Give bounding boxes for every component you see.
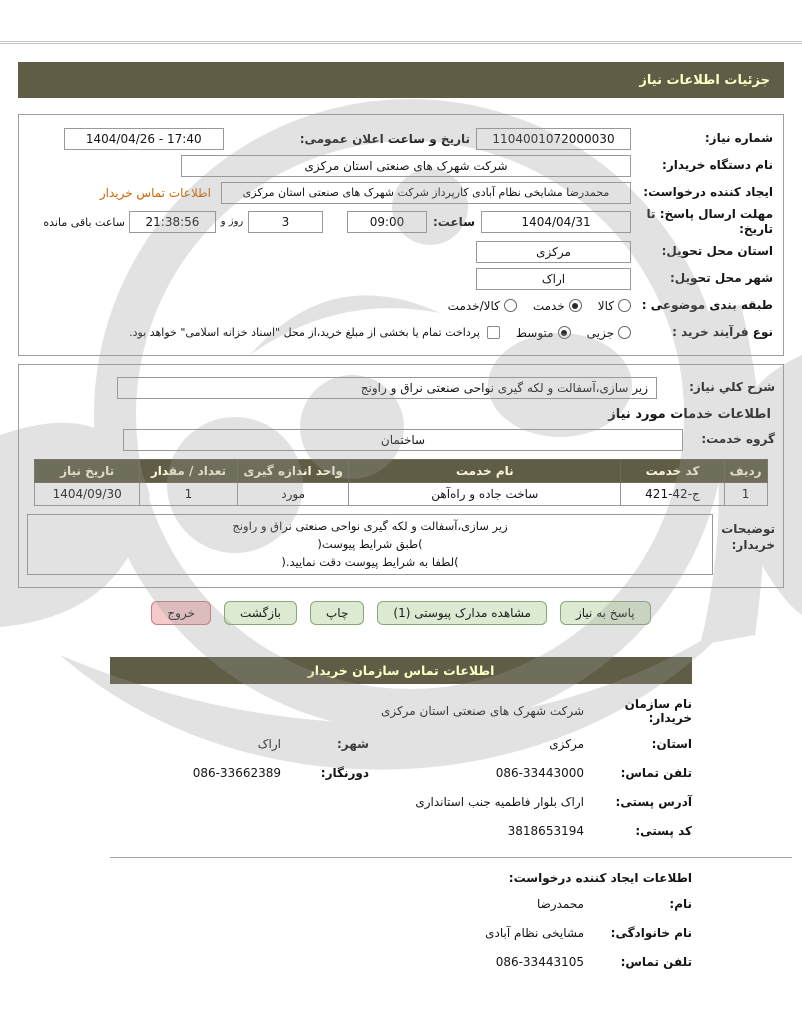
need-services-panel [18,364,784,588]
creator-phone-value: 086-33443105 [495,955,584,970]
delivery-province-input[interactable]: مرکزی [476,241,631,263]
goods-service-radio-label: کالا/خدمت [447,298,500,313]
minor-process-radio-label: جزیی [586,325,614,340]
row-province-city [110,734,692,754]
city-value: اراک [257,737,281,752]
need-description-input[interactable]: زیر سازی،آسفالت و لکه گیری نواحی صنعتی نراق و راونج [117,377,657,399]
row-creator-phone [110,952,692,972]
row-service-group [27,427,775,452]
address-label: آدرس پستی: [615,795,692,810]
cell-service-name: ساخت جاده و راه‌آهن [349,483,621,506]
buyer-notes-line: )لطفا به شرایط پیوست دقت نمایید.( [281,554,459,569]
row-first-name [110,894,692,914]
exit-button[interactable]: خروج [151,601,211,625]
treasury-payment-checkbox-label: پرداخت تمام یا بخشی از مبلغ خرید،از محل "اسناد خزانه اسلامی" خواهد بود. [129,326,480,339]
row-buyer-notes [27,514,775,575]
org-name-label: نام سازمان خریدار: [624,697,692,726]
cell-row-number: 1 [724,483,767,506]
print-button[interactable]: چاپ [310,601,364,625]
row-purchase-process-type [29,320,773,345]
row-request-creator [29,180,773,205]
remaining-time-unit-label: ساعت باقی مانده [43,215,125,229]
deadline-time-label: ساعت: [432,215,475,229]
goods-radio[interactable] [618,299,631,312]
fax-value: 086-33662389 [192,766,281,781]
deadline-date-input[interactable]: 1404/04/31 [481,211,631,233]
last-name-label: نام خانوادگی: [610,926,692,941]
delivery-province-label: استان محل تحویل: [661,244,773,258]
action-buttons-row [30,601,772,625]
purchase-process-label: نوع فرآیند خرید : [672,325,773,339]
remaining-days-unit-label: روز و [220,216,244,228]
cell-need-date: 1404/09/30 [35,483,139,506]
remaining-time-box: 21:38:56 [129,211,216,233]
subject-classification-label: طبقه بندی موضوعی : [641,298,773,312]
row-postal-code [110,821,692,841]
delivery-city-input[interactable]: اراک [476,268,631,290]
need-number-label: شماره نیاز: [704,131,773,145]
row-buyer-org [29,153,773,178]
col-quantity: تعداد / مقدار [139,460,237,483]
respond-button[interactable]: پاسخ به نیاز [560,601,651,625]
cell-measure-unit: مورد [238,483,349,506]
province-label: استان: [651,737,692,752]
cell-quantity: 1 [139,483,237,506]
remaining-days-box: 3 [248,211,323,233]
row-last-name [110,923,692,943]
buyer-contact-info [110,697,692,841]
service-group-input[interactable]: ساختمان [123,429,683,451]
row-need-number [29,126,773,151]
row-subject-classification [29,293,773,318]
medium-process-radio-label: متوسط [515,325,554,340]
city-label: شهر: [337,737,369,752]
announce-datetime-input[interactable]: 1404/04/26 - 17:40 [64,128,224,150]
goods-radio-label: کالا [597,298,614,313]
row-need-description [27,375,775,400]
goods-service-radio[interactable] [504,299,517,312]
request-creator-input[interactable]: محمدرضا مشایخی نظام آبادی کارپرداز شرکت شهرک های صنعتی استان مرکزی [221,182,631,204]
need-number-input[interactable]: 1104001072000030 [476,128,631,150]
row-postal-address [110,792,692,812]
buyer-notes-label: توضیحات خریدار: [721,522,775,552]
org-name-value: شرکت شهرک های صنعتی استان مرکزی [380,704,584,719]
first-name-label: نام: [669,897,692,912]
fax-label: دورنگار: [320,766,369,781]
contact-section-header [110,657,692,684]
deadline-time-input[interactable]: 09:00 [347,211,427,233]
creator-phone-label: تلفن تماس: [620,955,692,970]
col-service-name: نام خدمت [349,460,621,483]
services-table [34,459,767,506]
minor-process-radio[interactable] [618,326,631,339]
last-name-value: مشایخی نظام آبادی [485,926,584,941]
services-table-header-row [35,460,767,483]
top-toolbar-strip [0,0,802,44]
page-title-bar [18,62,784,98]
back-button[interactable]: بازگشت [224,601,297,625]
service-group-label: گروه خدمت: [701,432,775,446]
view-attachments-button[interactable]: مشاهده مدارک پیوستی (1) [377,601,547,625]
request-details-panel [18,114,784,356]
col-row-number: ردیف [724,460,767,483]
section-divider [110,857,792,858]
row-delivery-province [29,239,773,264]
phone-value: 086-33443000 [495,766,584,781]
request-creator-label: ایجاد کننده درخواست: [643,185,773,199]
row-response-deadline [29,207,773,237]
page-title: جزئیات اطلاعات نیاز [639,72,770,88]
buyer-notes-textarea[interactable] [27,514,713,575]
creator-info-heading: اطلاعات ایجاد کننده درخواست: [508,871,692,886]
postal-code-value: 3818653194 [507,824,584,839]
service-radio[interactable] [569,299,582,312]
col-measure-unit: واحد اندازه گیری [238,460,349,483]
need-description-label: شرح كلي نياز: [689,380,775,394]
table-row [35,483,767,506]
buyer-contact-link[interactable]: اطلاعات تماس خریدار [99,185,211,200]
announce-datetime-label: تاریخ و ساعت اعلان عمومی: [299,131,470,146]
address-value: اراک بلوار فاطمیه جنب استانداری [415,795,584,810]
buyer-org-input[interactable]: شرکت شهرک های صنعتی استان مرکزی [181,155,631,177]
row-org-name [110,697,692,725]
service-radio-label: خدمت [532,298,565,313]
postal-code-label: کد پستی: [635,824,692,839]
row-delivery-city [29,266,773,291]
contact-section-title: اطلاعات تماس سازمان خریدار [307,663,495,679]
col-service-code: کد خدمت [621,460,724,483]
request-creator-info [110,871,692,972]
deadline-label: مهلت ارسال پاسخ: تا تاریخ: [646,207,773,236]
row-phone-fax [110,763,692,783]
first-name-value: محمدرضا [536,897,584,912]
phone-label: تلفن تماس: [620,766,692,781]
cell-service-code: ج-42-421 [621,483,724,506]
services-section-heading: اطلاعات خدمات مورد نياز [608,407,771,422]
buyer-notes-line: )طبق شرایط پیوست( [317,536,423,551]
medium-process-radio[interactable] [558,326,571,339]
buyer-notes-line: زیر سازی،آسفالت و لکه گیری نواحی صنعتی نراق و راونج [232,519,508,533]
delivery-city-label: شهر محل تحویل: [669,271,773,285]
province-value: مرکزی [549,737,584,752]
treasury-payment-checkbox[interactable] [487,326,500,339]
col-need-date: تاریخ نیاز [35,460,139,483]
buyer-org-label: نام دستگاه خریدار: [662,158,773,172]
